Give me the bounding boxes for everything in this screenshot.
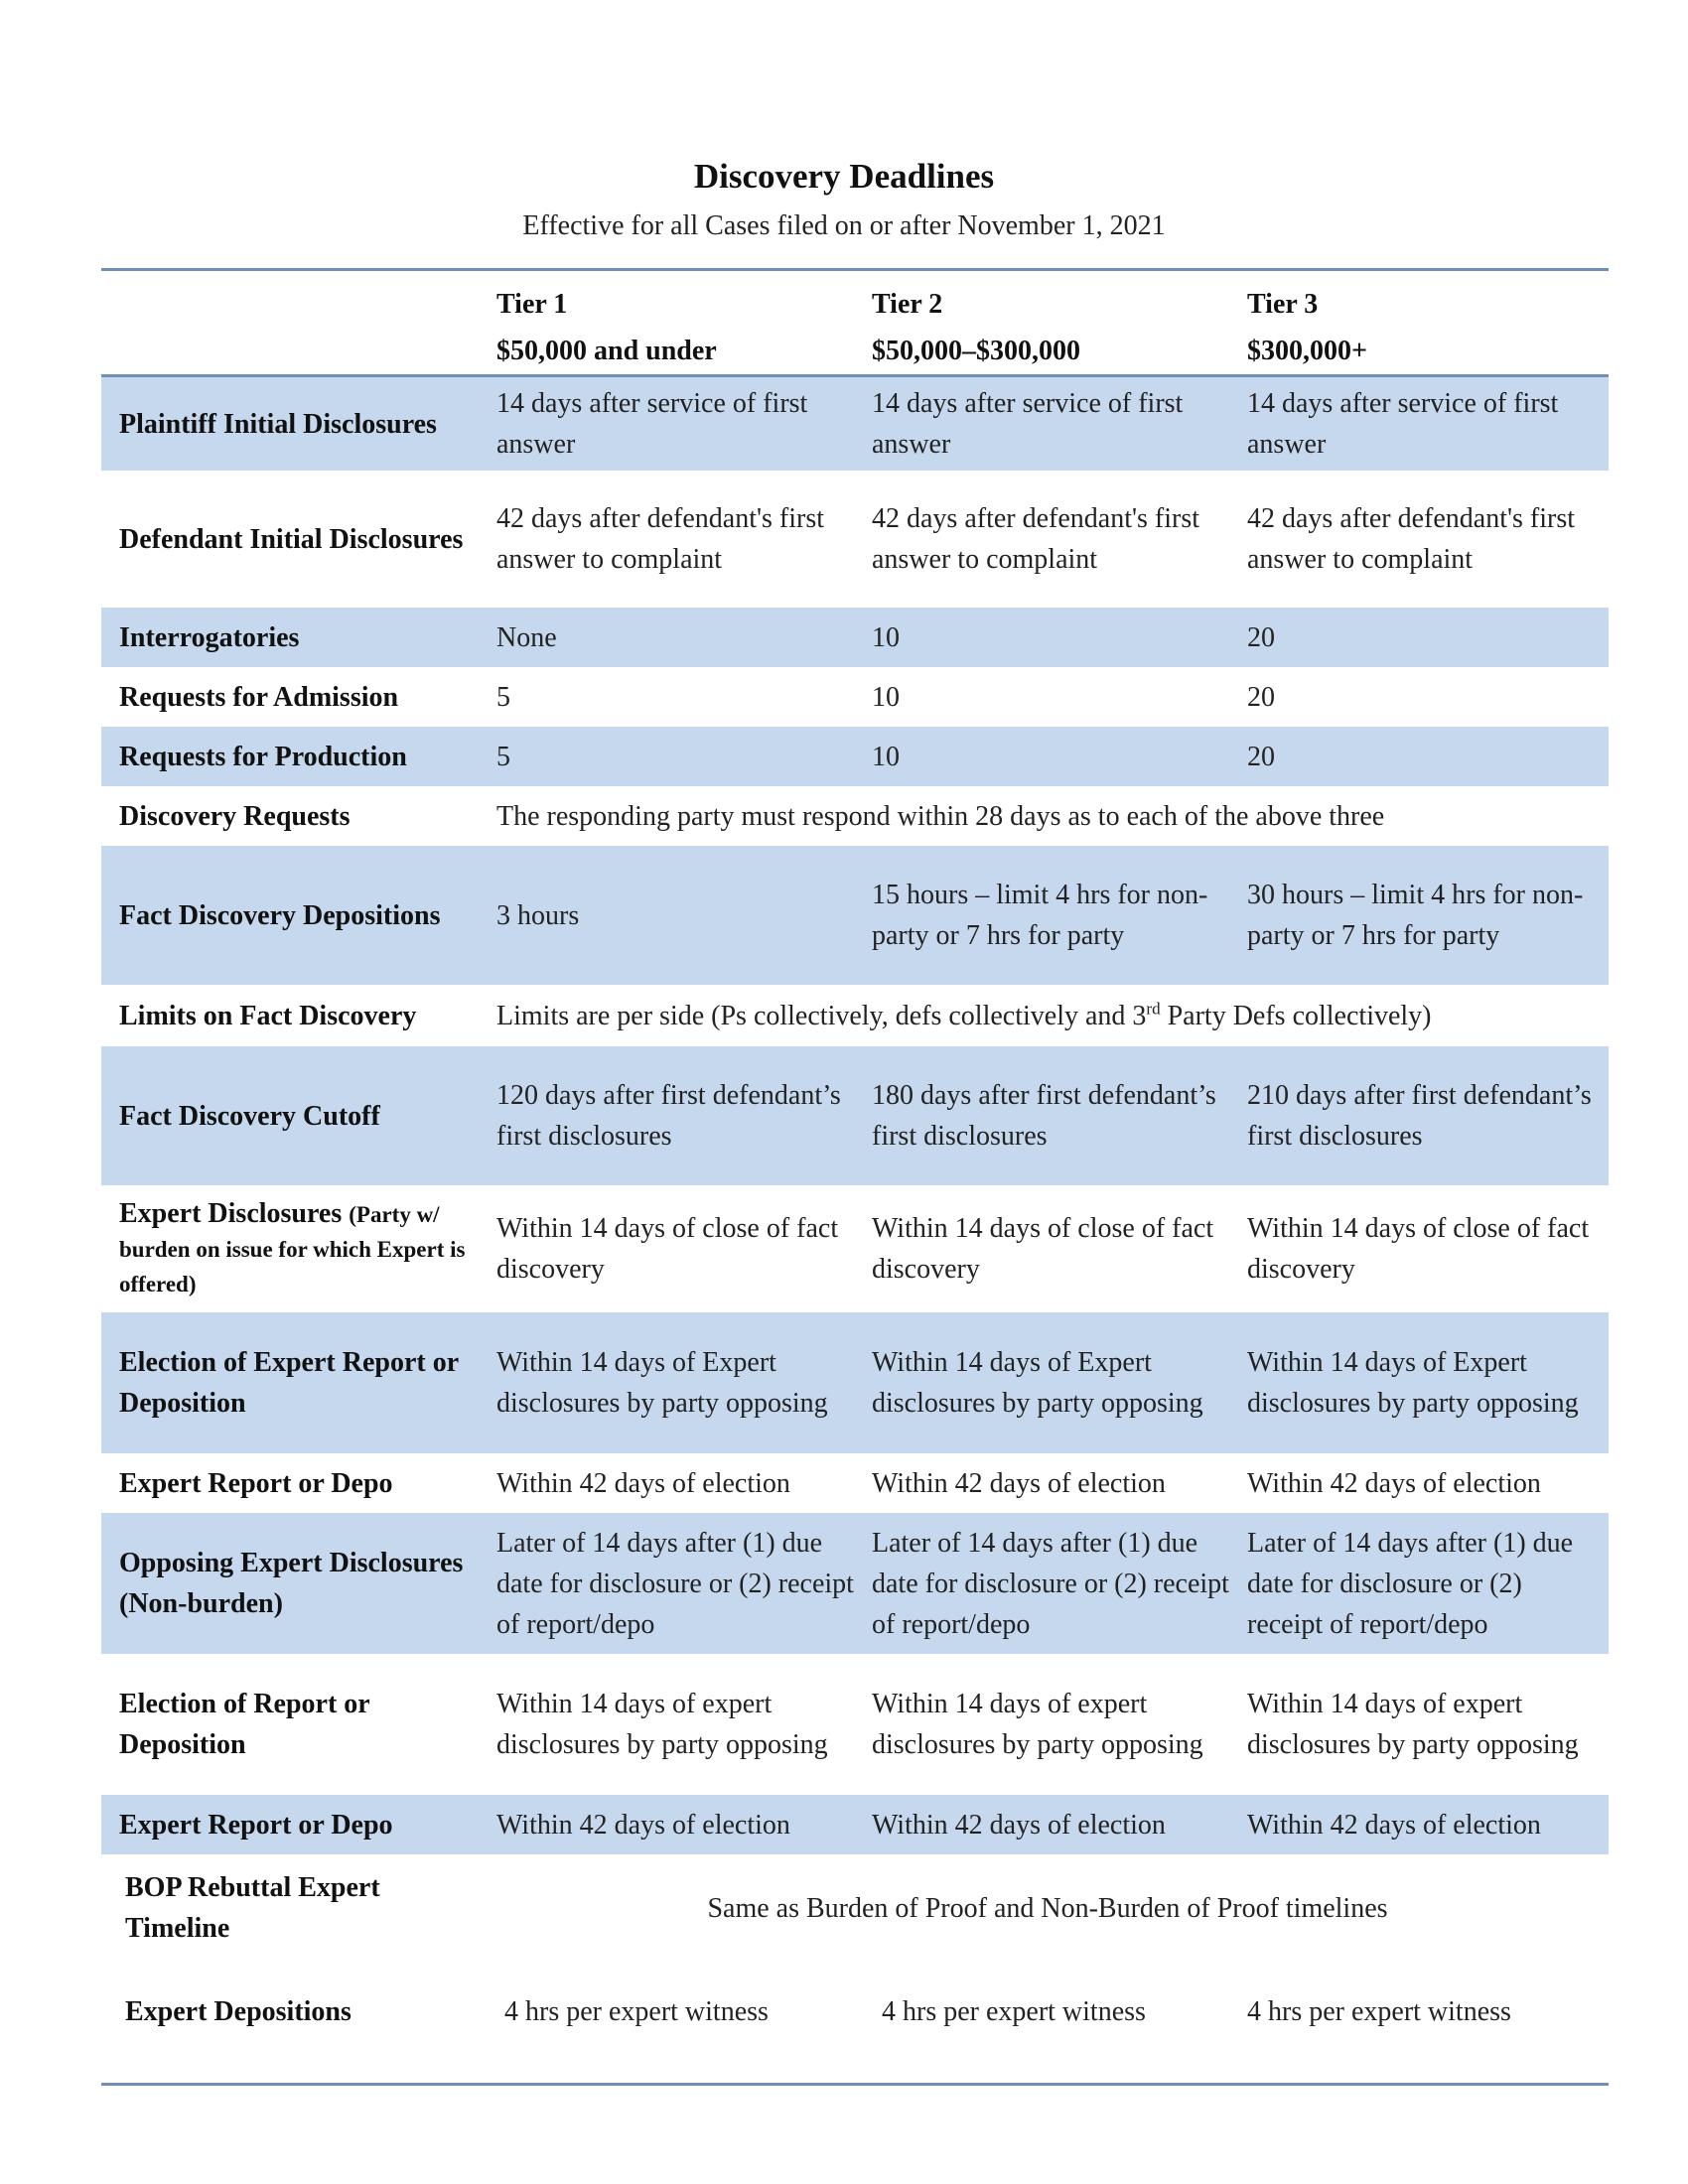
- tier2-cell: Within 42 days of election: [872, 1809, 1166, 1841]
- table-row: [101, 1185, 1609, 1312]
- tier3-cell: 42 days after defendant's first answer to complaint: [1247, 503, 1576, 575]
- spanning-cell: [496, 985, 1599, 1046]
- row-label: Election of Report or Deposition: [119, 1689, 370, 1760]
- tier3-cell: 20: [1247, 621, 1275, 653]
- table-row: [101, 377, 1609, 471]
- table-row: [101, 846, 1609, 985]
- tier2-cell: 14 days after service of first answer: [872, 388, 1184, 460]
- tier2-header: [872, 273, 1229, 374]
- tier1-header: [496, 273, 854, 374]
- table-row: [101, 1854, 1609, 1962]
- tier3-cell: 4 hrs per expert witness: [1247, 1995, 1511, 2027]
- table-row: [101, 985, 1609, 1046]
- tier1-cell: 14 days after service of first answer: [496, 388, 808, 460]
- tier3-cell: 20: [1247, 741, 1275, 772]
- table-row: [101, 1795, 1609, 1854]
- span-text: Limits are per side (Ps collectively, defs collectively and 3: [496, 1000, 1147, 1031]
- table-row: [101, 786, 1609, 846]
- tier1-cell: 5: [496, 741, 510, 772]
- row-label: Defendant Initial Disclosures: [119, 523, 464, 555]
- table-row: [101, 1046, 1609, 1185]
- tier3-cell: Within 14 days of expert disclosures by party opposing: [1247, 1689, 1579, 1760]
- tier2-cell: Within 14 days of expert disclosures by party opposing: [872, 1689, 1203, 1760]
- row-label: [119, 1185, 472, 1312]
- tier3-name: Tier 3: [1247, 289, 1319, 320]
- table-row: [101, 1962, 1609, 2061]
- tier1-cell: 120 days after first defendant’s first disclosures: [496, 1080, 841, 1152]
- row-label: Fact Discovery Cutoff: [119, 1100, 380, 1132]
- bottom-rule: [101, 2083, 1609, 2086]
- tier2-name: Tier 2: [872, 289, 943, 320]
- tier3-cell: Within 42 days of election: [1247, 1467, 1541, 1499]
- tier1-cell: Later of 14 days after (1) due date for disclosure or (2) receipt of report/depo: [496, 1527, 854, 1640]
- tier2-cell: Within 14 days of close of fact discovery: [872, 1213, 1214, 1285]
- table-row: [101, 1654, 1609, 1795]
- tier1-cell: 4 hrs per expert witness: [504, 1995, 769, 2027]
- tier1-cell: Within 14 days of expert disclosures by party opposing: [496, 1689, 828, 1760]
- spanning-cell: Same as Burden of Proof and Non-Burden of Proof timelines: [707, 1892, 1388, 1924]
- table-row: [101, 1453, 1609, 1513]
- tier3-cell: 20: [1247, 681, 1275, 713]
- ordinal-suffix: rd: [1146, 999, 1161, 1019]
- table-row: [101, 608, 1609, 667]
- tier1-cell: Within 42 days of election: [496, 1809, 790, 1841]
- label-note: (Party w/ burden on issue for which Expert is offered): [119, 1201, 466, 1297]
- row-label: Discovery Requests: [119, 800, 351, 832]
- row-label: Requests for Production: [119, 741, 407, 772]
- row-label: Expert Depositions: [125, 1995, 352, 2027]
- tier2-range: $50,000–$300,000: [872, 336, 1080, 366]
- tier3-cell: 210 days after first defendant’s first disclosures: [1247, 1080, 1592, 1152]
- page-title: Discovery Deadlines: [693, 157, 995, 196]
- tier2-cell: 10: [872, 621, 900, 653]
- table-row: [101, 471, 1609, 608]
- tier3-cell: 30 hours – limit 4 hrs for non-party or 7 hrs for party: [1247, 880, 1584, 951]
- span-text-end: Party Defs collectively): [1160, 1000, 1432, 1031]
- row-label: Limits on Fact Discovery: [119, 1000, 417, 1031]
- table-row: [101, 667, 1609, 727]
- tier3-cell: Within 42 days of election: [1247, 1809, 1541, 1841]
- tier2-cell: 10: [872, 681, 900, 713]
- tier3-cell: 14 days after service of first answer: [1247, 388, 1559, 460]
- row-label: Opposing Expert Disclosures (Non-burden): [119, 1548, 464, 1619]
- row-label: Requests for Admission: [119, 681, 399, 713]
- tier2-cell: 180 days after first defendant’s first disclosures: [872, 1080, 1216, 1152]
- tier1-name: Tier 1: [496, 289, 568, 320]
- row-label: Interrogatories: [119, 621, 300, 653]
- tier1-cell: 3 hours: [496, 899, 580, 931]
- page-subtitle: Effective for all Cases filed on or after November 1, 2021: [522, 210, 1166, 241]
- row-label: Expert Report or Depo: [119, 1467, 393, 1499]
- tier1-cell: 42 days after defendant's first answer to complaint: [496, 503, 825, 575]
- tier3-cell: Within 14 days of close of fact discovery: [1247, 1213, 1590, 1285]
- tier1-cell: Within 42 days of election: [496, 1467, 790, 1499]
- table-row: [101, 727, 1609, 786]
- tier2-cell: 4 hrs per expert witness: [882, 1995, 1146, 2027]
- tier1-range: $50,000 and under: [496, 336, 717, 366]
- top-rule: [101, 268, 1609, 271]
- row-label: Fact Discovery Depositions: [119, 899, 441, 931]
- tier3-header: [1247, 273, 1595, 374]
- tier1-cell: 5: [496, 681, 510, 713]
- tier3-cell: Later of 14 days after (1) due date for disclosure or (2) receipt of report/depo: [1247, 1527, 1574, 1640]
- table-row: [101, 1312, 1609, 1453]
- tier2-cell: 10: [872, 741, 900, 772]
- tier2-cell: 15 hours – limit 4 hrs for non-party or 7 hrs for party: [872, 880, 1208, 951]
- label-main: Expert Disclosures: [119, 1197, 343, 1229]
- table-row: [101, 1513, 1609, 1654]
- tier1-cell: Within 14 days of Expert disclosures by party opposing: [496, 1347, 828, 1419]
- tier1-cell: None: [496, 621, 557, 653]
- table-header-row: [101, 273, 1609, 374]
- row-label: BOP Rebuttal Expert Timeline: [125, 1872, 380, 1944]
- tier3-cell: Within 14 days of Expert disclosures by party opposing: [1247, 1347, 1579, 1419]
- tier3-range: $300,000+: [1247, 336, 1367, 366]
- spanning-cell: The responding party must respond within 28 days as to each of the above three: [496, 800, 1385, 832]
- tier2-cell: Within 14 days of Expert disclosures by party opposing: [872, 1347, 1203, 1419]
- row-label: Election of Expert Report or Deposition: [119, 1347, 459, 1419]
- row-label: Plaintiff Initial Disclosures: [119, 408, 437, 440]
- tier1-cell: Within 14 days of close of fact discovery: [496, 1213, 839, 1285]
- tier2-cell: Within 42 days of election: [872, 1467, 1166, 1499]
- tier2-cell: 42 days after defendant's first answer to complaint: [872, 503, 1200, 575]
- row-label: Expert Report or Depo: [119, 1809, 393, 1841]
- tier2-cell: Later of 14 days after (1) due date for disclosure or (2) receipt of report/depo: [872, 1527, 1229, 1640]
